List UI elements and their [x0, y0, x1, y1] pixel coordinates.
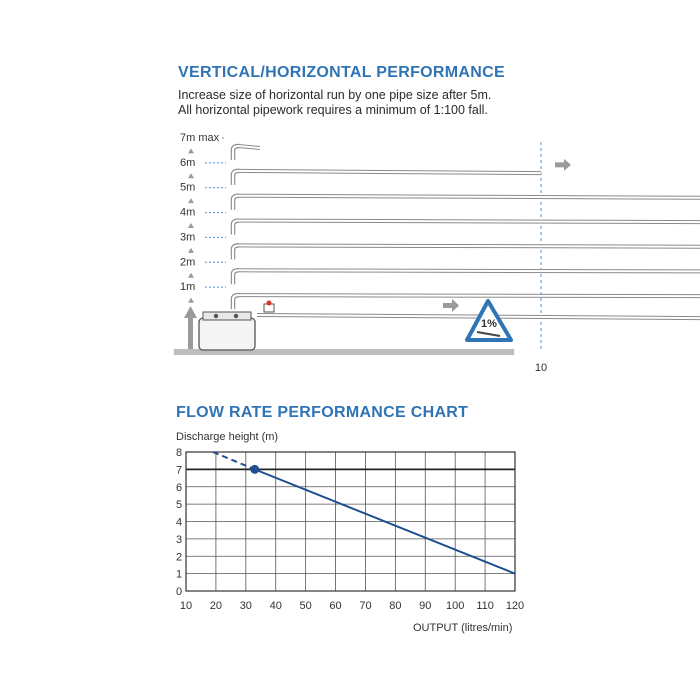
- x-tick-label: 20: [209, 600, 223, 612]
- note-fall: All horizontal pipework requires a minimum of 1:100 fall.: [178, 103, 488, 117]
- fall-badge-text: 1%: [481, 318, 497, 330]
- x-tick-label: 50: [299, 600, 312, 612]
- x-tick-label: 80: [389, 600, 402, 612]
- height-label-3: 3m: [180, 231, 196, 244]
- x-tick-label: 60: [329, 600, 342, 612]
- y-tick-label: 8: [175, 447, 183, 459]
- y-tick-label: 0: [175, 586, 183, 598]
- y-tick-label: 1: [175, 568, 183, 581]
- series-extrapolated: [213, 452, 255, 469]
- height-label-6: 6m: [180, 156, 196, 169]
- height-label-2: 2m: [180, 256, 196, 269]
- y-tick-label: 3: [175, 533, 183, 546]
- vertical-horizontal-title: VERTICAL/HORIZONTAL PERFORMANCE: [178, 64, 505, 81]
- x-tick-label: 40: [269, 600, 282, 612]
- flow-rate-title: FLOW RATE PERFORMANCE CHART: [176, 404, 469, 421]
- x-tick-label: 120: [505, 600, 525, 612]
- height-label-1: 1m: [180, 281, 196, 294]
- y-axis-label: Discharge height (m): [176, 431, 279, 443]
- note-pipe-size: Increase size of horizontal run by one pipe size after 5m.: [178, 88, 492, 102]
- x-tick-label: 70: [359, 600, 372, 612]
- height-label-4: 4m: [180, 206, 196, 219]
- x-tick-label: 10: [179, 600, 193, 612]
- x-tick-label: 30: [239, 600, 252, 612]
- y-tick-label: 4: [175, 516, 183, 529]
- height-label-7: 7m max: [180, 132, 220, 144]
- y-tick-label: 5: [175, 499, 183, 512]
- x-axis-label: OUTPUT (litres/min): [413, 622, 513, 634]
- x-tick-label: 90: [419, 600, 432, 612]
- distance-tick-label: 10: [534, 362, 548, 374]
- y-tick-label: 6: [175, 481, 183, 494]
- y-tick-label: 7: [175, 464, 183, 477]
- operating-point-marker: [250, 465, 259, 474]
- x-tick-label: 110: [476, 600, 494, 612]
- height-label-5: 5m: [180, 181, 196, 194]
- y-tick-label: 2: [175, 551, 183, 564]
- x-tick-label: 100: [446, 600, 465, 612]
